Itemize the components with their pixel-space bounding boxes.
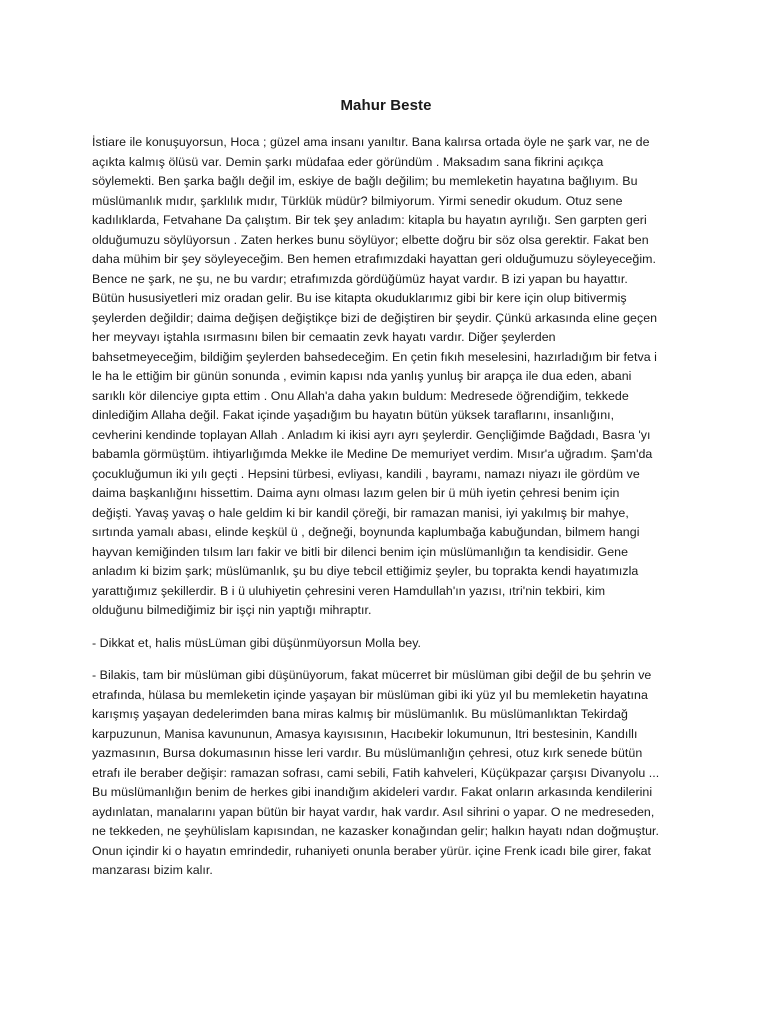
text-line: aydınlatan, manalarını yapan bütün bir hayat vardır, hak vardır. Asıl sihrini o yapar. O ne medreseden, — [92, 804, 655, 819]
text-line: şeylerden değildir; daima değişen değiştikçe bizi de değiştiren bir şeydir. Çünkü arkasında eline geçen — [92, 310, 658, 325]
text-line: müslümanlık mıdır, şarklılık mıdır, Türklük müdür? bilmiyorum. Yirmi senedir okudum. Otuz sene — [92, 193, 623, 208]
text-line: sırtında yamalı abası, elinde keşkül ü , değneği, boynunda kaplumbağa kabuğundan, bilmem hangi — [92, 525, 640, 539]
text-line: Onun içindir ki o hayatın emrindedir, ruhaniyeti onunla beraber yürür. içine Frenk icadı bile girer, fakat — [92, 843, 652, 858]
text-line: bahsetmeyeceğim, bildiğim şeylerden bahsedeceğim. En çetin fıkıh meselesini, hazırladığım bir fetva i — [92, 349, 657, 364]
text-line: yazmasının, Bursa dokumasının hisse leri vardır. Bu müslümanlığın çehresi, otuz kırk senede bütün — [92, 746, 643, 760]
paragraph — [92, 133, 680, 621]
text-line: her meyvayı iştahla ısırmasını bilen bir cemaatin zevk hayatı vardır. Diğer şeylerden — [92, 330, 556, 344]
text-line: babamla görmüştüm. ihtiyarlığımda Mekke ile Medine De memuriyet verdim. Mısır'a uğradım. Şam'da — [92, 447, 653, 461]
text-line: İstiare ile konuşuyorsun, Hoca ; güzel ama insanı yanıltır. Bana kalırsa ortada öyle ne şark var, ne de — [92, 135, 650, 149]
text-line: - Bilakis, tam bir müslüman gibi düşünüyorum, fakat mücerret bir müslüman gibi değil de bu şehrin ve — [92, 668, 652, 682]
text-line: söylemekti. Ben şarka bağlı değil im, eskiye de bağlı değilim; bu memleketin hayatına bağlıyım. Bu — [92, 174, 638, 188]
text-line: olduğunu bilmediğimiz bir işçi nin yaptığı mihraptır. — [92, 603, 372, 617]
text-line: değişti. Yavaş yavaş o hale geldim ki bir kandil çöreği, bir ramazan manisi, iyi yakılmış bir mahye, — [92, 505, 629, 520]
text-line: çocukluğumun iki yılı geçti . Hepsini türbesi, evliyası, kandili , bayramı, namazı niyazı ile gördüm ve — [92, 466, 640, 481]
text-line: daima başkanlığını hissettim. Daima aynı olması lazım gelen bir ü müh iyetin çehresi benim için — [92, 486, 620, 500]
text-line: ne tekkeden, ne şeyhülislam kapısından, ne kazasker konağından gelir; halkın hayatı ndan doğmuştur. — [92, 824, 660, 838]
text-line: kadılıklarda, Fetvahane Da çalıştım. Bir tek şey anladım: kitapla bu hayatın ayrılığı. Sen garpten geri — [92, 213, 647, 227]
text-line: etrafı ile beraber değişir: ramazan sofrası, cami sebili, Fatih kahveleri, Küçükpazar çarşısı Divanyolu ... — [92, 765, 660, 780]
text-line: le ha le ettiğim bir günün sonunda , evimin kapısı nda yanlış yunluş bir arapça ile dua eden, abani — [92, 369, 632, 383]
text-line: karpuzunun, Manisa kavununun, Amasya kayısısının, Hacıbekir lokumunun, Itri bestesinin, Kandıllı — [92, 726, 638, 741]
text-line: hayvan kemiğinden tılsım ları fakir ve bitli bir dilenci benim için müslümanlığın ta kendisidir. Gene — [92, 544, 629, 559]
text-line: Bu müslümanlığın benim de herkes gibi inandığım akideleri vardır. Fakat onların arkasında kendilerini — [92, 785, 653, 799]
text-line: daha mühim bir şey söyleyeceğim. Ben hemen etrafımızdaki hayattan geri olduğumuzu söyleyeceğim. — [92, 252, 656, 266]
text-line: olduğumuzu söylüyorsun . Zaten herkes bunu söylüyor; elbette doğru bir söz olsa gerektir. Fakat ben — [92, 232, 649, 247]
document-body — [92, 133, 680, 881]
paragraph — [92, 666, 680, 881]
text-line: cevherini kendinde toplayan Allah . Anladım ki ikisi ayrı ayrı şeylerdir. Gençliğimde Bağdadı, Basra 'yı — [92, 427, 651, 442]
text-line: Bütün hususiyetleri miz oradan gelir. Bu ise kitapta okuduklarımız gibi bir kere için olup bitivermiş — [92, 291, 627, 305]
paragraph — [92, 634, 680, 654]
text-line: karışmış yaşayan dedelerimden bana miras kalmış bir müslümanlık. Bu müslümanlıktan Tekirdağ — [92, 707, 628, 721]
text-line: sarıklı kör dilenciye gıpta ettim . Onu Allah'a daha yakın buldum: Medresede öğrendiğim, tekkede — [92, 388, 629, 403]
text-line: dinlediğim Allaha değil. Fakat içinde yaşadığım bu hayatın bütün yüksek taraflarını, insanlığını, — [92, 408, 615, 422]
document-title: Mahur Beste — [340, 97, 432, 114]
text-line: yarattığımız şekillerdir. B i ü uluhiyetin çehresini veren Hamdullah'ın yazısı, ıtri'nin tekbiri, kim — [92, 583, 606, 598]
text-line: etrafında, hülasa bu memleketin içinde yaşayan bir müslüman gibi iki yüz yıl bu memleketin hayatına — [92, 687, 648, 702]
text-line: - Dikkat et, halis müsLüman gibi düşünmüyorsun Molla bey. — [92, 635, 422, 650]
text-line: manzarası bizim kalır. — [92, 863, 213, 877]
document-page — [92, 96, 680, 894]
text-line: Bence ne şark, ne şu, ne bu vardır; etrafımızda gördüğümüz hayat vardır. B izi yapan bu hayattır. — [92, 271, 628, 286]
text-line: açıkta kalmış ölüsü var. Demin şarkı müdafaa eder göründüm . Maksadım sana fikrini açıkça — [92, 154, 604, 169]
text-line: anladım ki bizim şark; müslümanlık, şu bu diye tebcil ettiğimiz şeyler, bu toprakta kendi hayatımızla — [92, 564, 639, 578]
